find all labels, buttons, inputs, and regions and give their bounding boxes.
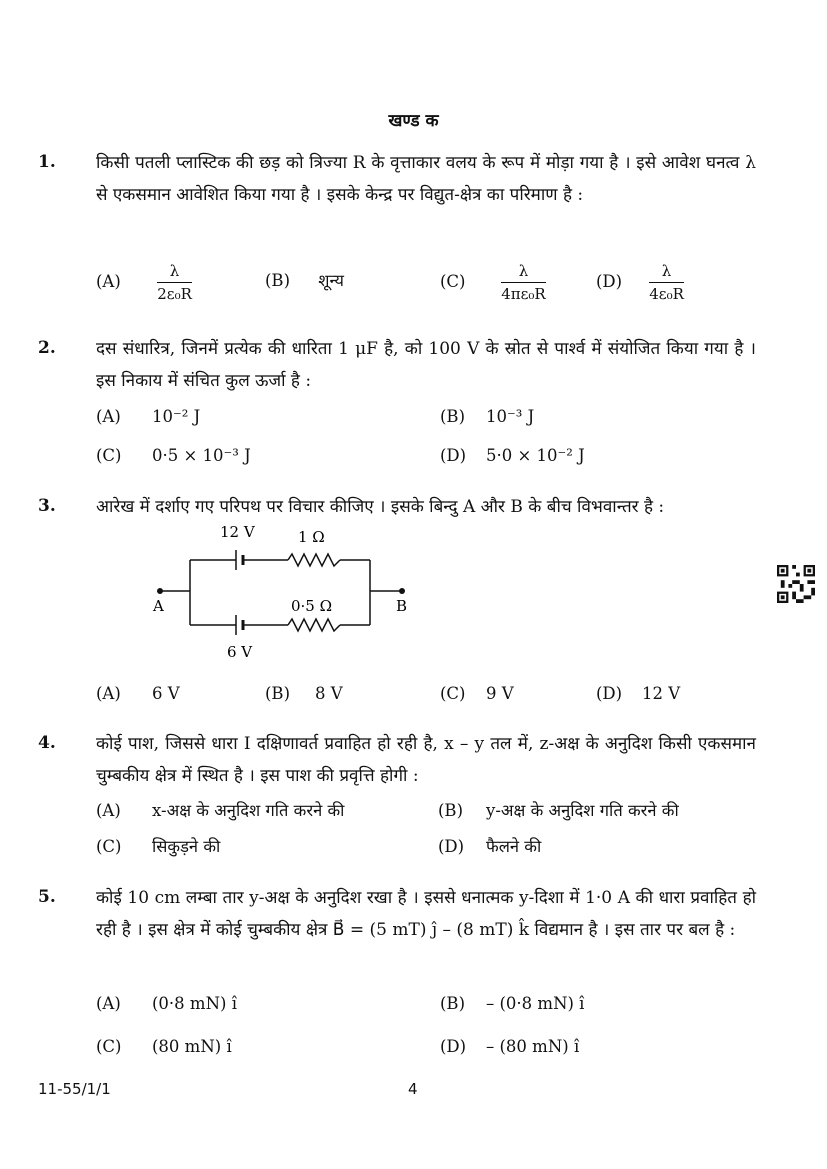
- option-label: (A): [96, 801, 121, 820]
- question-2-number: 2.: [38, 338, 56, 358]
- top-battery-label: 12 V: [220, 523, 255, 541]
- option-text: – (0·8 mN) î: [486, 994, 585, 1013]
- option-label: (C): [440, 272, 466, 291]
- q1-option-c[interactable]: [440, 262, 546, 303]
- question-3-number: 3.: [38, 496, 56, 516]
- paper-code: 11-55/1/1: [38, 1080, 111, 1098]
- q3-option-d[interactable]: [596, 684, 680, 703]
- option-label: (D): [440, 446, 467, 465]
- fraction: $\frac{\lambda}{\text{2ε₀R}}$: [157, 262, 192, 303]
- option-text: 12 V: [642, 684, 681, 703]
- q5-option-a[interactable]: [96, 994, 237, 1013]
- q2-option-c[interactable]: [96, 446, 251, 465]
- q1-option-d[interactable]: [596, 262, 684, 303]
- option-label: (A): [96, 994, 121, 1013]
- page-number: 4: [408, 1080, 418, 1098]
- option-label: (C): [96, 1037, 122, 1056]
- question-5-text: कोई 10 cm लम्बा तार y-अक्ष के अनुदिश रखा है । इससे धनात्मक y-दिशा में 1·0 A की धारा प्रवाहित हो रही है । इस क्षेत्र में कोई चुम्बकीय क्षेत्र B⃗ = (5 mT) ĵ – (8 mT) k̂ विद्यमान है । इस तार पर बल है :: [96, 888, 756, 940]
- q1-option-b[interactable]: [265, 268, 344, 291]
- q3-option-c[interactable]: [440, 684, 514, 703]
- option-label: (D): [438, 837, 465, 856]
- top-resistor: [288, 554, 340, 566]
- option-text: शून्य: [318, 271, 344, 290]
- q4-option-a[interactable]: [96, 798, 344, 821]
- option-text: 10⁻³ J: [486, 407, 535, 426]
- option-label: (A): [96, 684, 121, 703]
- point-a-dot: [157, 588, 163, 594]
- q3-option-a[interactable]: [96, 684, 180, 703]
- question-1-text: किसी पतली प्लास्टिक की छड़ को त्रिज्या R के वृत्ताकार वलय के रूप में मोड़ा गया है । इसे आवेश घनत्व λ से एकसमान आवेशित किया गया है । इसके केन्द्र पर विद्युत-क्षेत्र का परिमाण है :: [96, 153, 756, 205]
- question-5-number: 5.: [38, 887, 56, 907]
- option-label: (D): [596, 684, 623, 703]
- circuit-diagram: [140, 515, 440, 665]
- point-b-label: B: [396, 597, 408, 615]
- option-text: – (80 mN) î: [486, 1037, 580, 1056]
- option-label: (A): [96, 407, 121, 426]
- option-label: (B): [438, 801, 463, 820]
- q2-option-d[interactable]: [440, 446, 585, 465]
- point-a-label: A: [153, 597, 164, 615]
- q4-option-c[interactable]: [96, 834, 220, 857]
- q5-option-c[interactable]: [96, 1037, 232, 1056]
- option-text: (80 mN) î: [152, 1037, 232, 1056]
- q4-option-d[interactable]: [438, 834, 541, 857]
- question-2-text: दस संधारित्र, जिनमें प्रत्येक की धारिता 1 μF है, को 100 V के स्रोत से पार्श्व में संयोजित किया गया है । इस निकाय में संचित कुल ऊर्जा है :: [96, 339, 756, 391]
- question-1-number: 1.: [38, 152, 56, 172]
- option-text: y-अक्ष के अनुदिश गति करने की: [486, 801, 679, 820]
- option-label: (B): [440, 994, 465, 1013]
- section-title: खण्ड क: [388, 111, 439, 131]
- q1-option-a[interactable]: [96, 262, 192, 303]
- option-text: फैलने की: [486, 837, 542, 856]
- question-4-text: कोई पाश, जिससे धारा I दक्षिणावर्त प्रवाहित हो रही है, x – y तल में, z-अक्ष के अनुदिश किसी एकसमान चुम्बकीय क्षेत्र में स्थित है । इस पाश की प्रवृत्ति होगी :: [96, 734, 756, 786]
- bottom-resistor: [288, 619, 340, 631]
- option-text: 9 V: [486, 684, 514, 703]
- q5-option-d[interactable]: [440, 1037, 579, 1056]
- q5-option-b[interactable]: [440, 994, 584, 1013]
- fraction: $\frac{\lambda}{\text{4πε₀R}}$: [501, 262, 546, 303]
- option-label: (B): [265, 271, 290, 290]
- bottom-resistor-label: 0·5 Ω: [291, 597, 333, 615]
- option-label: (B): [440, 407, 465, 426]
- point-b-dot: [399, 588, 405, 594]
- qr-code: [776, 565, 816, 603]
- option-text: 6 V: [152, 684, 180, 703]
- option-text: x-अक्ष के अनुदिश गति करने की: [152, 801, 345, 820]
- option-text: 5·0 × 10⁻² J: [486, 446, 585, 465]
- q2-option-b[interactable]: [440, 407, 534, 426]
- q4-option-b[interactable]: [438, 798, 679, 821]
- option-label: (C): [440, 684, 466, 703]
- fraction: $\frac{\lambda}{\text{4ε₀R}}$: [649, 262, 684, 303]
- option-text: 0·5 × 10⁻³ J: [152, 446, 251, 465]
- option-label: (A): [96, 272, 121, 291]
- q3-option-b[interactable]: [265, 684, 343, 703]
- option-text: (0·8 mN) î: [152, 994, 237, 1013]
- bottom-battery-label: 6 V: [227, 643, 253, 661]
- top-resistor-label: 1 Ω: [298, 528, 325, 546]
- question-4-number: 4.: [38, 733, 56, 753]
- option-label: (D): [440, 1037, 467, 1056]
- option-label: (D): [596, 272, 623, 291]
- option-label: (C): [96, 446, 122, 465]
- question-3-text: आरेख में दर्शाए गए परिपथ पर विचार कीजिए । इसके बिन्दु A और B के बीच विभवान्तर है :: [96, 497, 665, 517]
- option-label: (C): [96, 837, 122, 856]
- option-text: 8 V: [315, 684, 343, 703]
- option-label: (B): [265, 684, 290, 703]
- q2-option-a[interactable]: [96, 407, 200, 426]
- option-text: सिकुड़ने की: [152, 837, 221, 856]
- option-text: 10⁻² J: [152, 407, 201, 426]
